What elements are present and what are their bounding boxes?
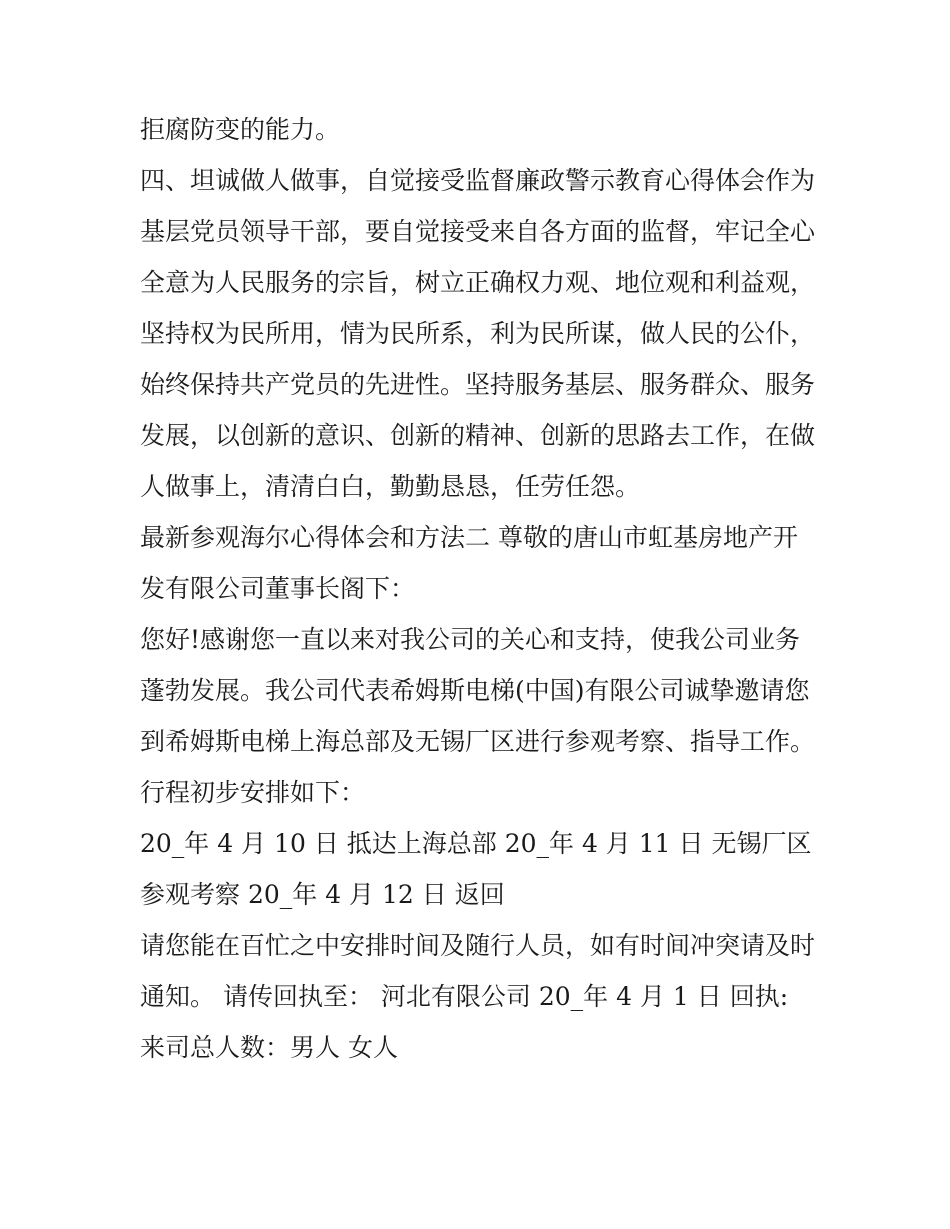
paragraph-honest-conduct: 四、坦诚做人做事，自觉接受监督廉政警示教育心得体会作为基层党员领导干部，要自觉接受来自各方面的监督，牢记全心全意为人民服务的宗旨，树立正确权力观、地位观和利益观，坚持权为民所用，情为民所系，利为民所谋，做人民的公仆，始终保持共产党员的先进性。坚持服务基层、服务群众、服务发展，以创新的意识、创新的精神、创新的思路去工作，在做人做事上，清清白白，勤勤恳恳，任劳任怨。 bbox=[140, 166, 816, 501]
paragraph-reply-request: 请您能在百忙之中安排时间及随行人员，如有时间冲突请及时通知。 请传回执至： 河北有限公司 20_年 4 月 1 日 回执: 来司总人数：男人 女人 bbox=[140, 931, 816, 1062]
document-body bbox=[140, 104, 820, 1073]
paragraph-itinerary-dates: 20_年 4 月 10 日 抵达上海总部 20_年 4 月 11 日 无锡厂区参观考察 20_年 4 月 12 日 返回 bbox=[140, 829, 812, 909]
paragraph-letter-salutation: 最新参观海尔心得体会和方法二 尊敬的唐山市虹基房地产开发有限公司董事长阁下： bbox=[140, 523, 798, 603]
paragraph-itinerary-heading: 行程初步安排如下： bbox=[140, 778, 366, 807]
paragraph-anti-corruption-ending: 拒腐防变的能力。 bbox=[140, 115, 341, 144]
paragraph-invitation: 您好!感谢您一直以来对我公司的关心和支持，使我公司业务蓬勃发展。我公司代表希姆斯电梯(中国)有限公司诚挚邀请您到希姆斯电梯上海总部及无锡厂区进行参观考察、指导工作。 bbox=[140, 625, 816, 756]
